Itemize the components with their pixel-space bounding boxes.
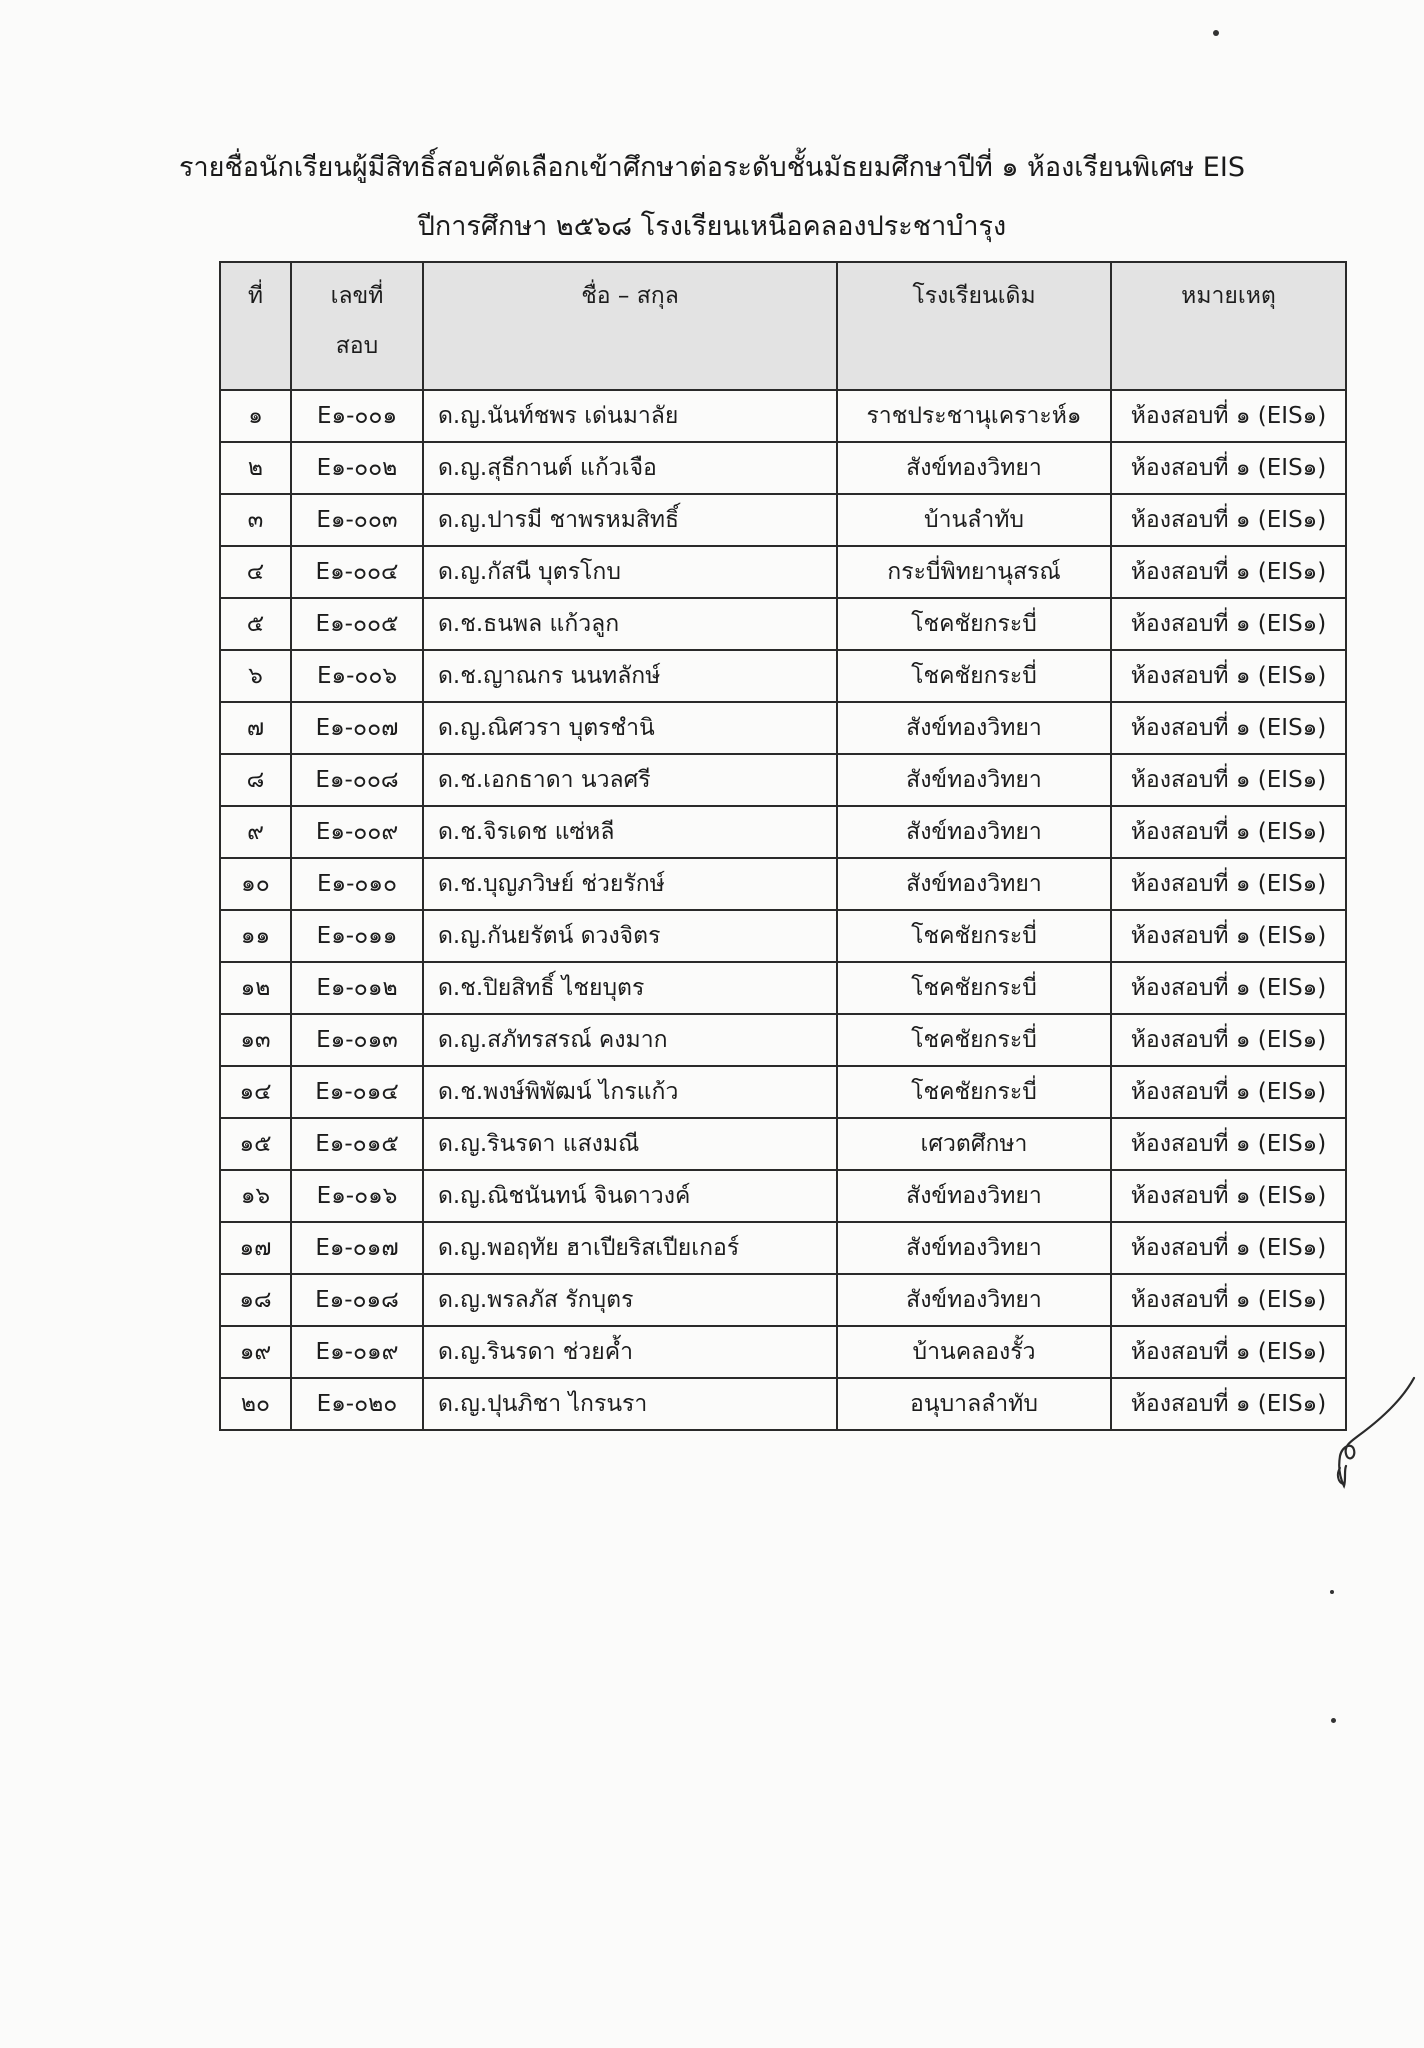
scan-speck bbox=[1330, 1590, 1334, 1594]
cell-name: ด.ญ.ปุนภิชา ไกรนรา bbox=[423, 1378, 837, 1430]
table-row bbox=[220, 858, 1346, 910]
header-name: ชื่อ – สกุล bbox=[423, 262, 837, 390]
header-exam-id bbox=[291, 262, 423, 390]
cell-note: ห้องสอบที่ ๑ (EIS๑) bbox=[1111, 754, 1346, 806]
cell-note: ห้องสอบที่ ๑ (EIS๑) bbox=[1111, 390, 1346, 442]
cell-exam-id: E๑-๐๑๒ bbox=[291, 962, 423, 1014]
cell-no: ๑๕ bbox=[220, 1118, 291, 1170]
cell-note: ห้องสอบที่ ๑ (EIS๑) bbox=[1111, 494, 1346, 546]
cell-no: ๙ bbox=[220, 806, 291, 858]
cell-school: สังข์ทองวิทยา bbox=[837, 806, 1111, 858]
cell-note: ห้องสอบที่ ๑ (EIS๑) bbox=[1111, 702, 1346, 754]
cell-exam-id: E๑-๐๑๐ bbox=[291, 858, 423, 910]
cell-school: กระบี่พิทยานุสรณ์ bbox=[837, 546, 1111, 598]
header-exam-id-line1: เลขที่ bbox=[330, 283, 384, 309]
cell-note: ห้องสอบที่ ๑ (EIS๑) bbox=[1111, 1066, 1346, 1118]
cell-name: ด.ญ.พอฤทัย ฮาเปียริสเปียเกอร์ bbox=[423, 1222, 837, 1274]
cell-name: ด.ญ.กันยรัตน์ ดวงจิตร bbox=[423, 910, 837, 962]
cell-note: ห้องสอบที่ ๑ (EIS๑) bbox=[1111, 546, 1346, 598]
cell-no: ๕ bbox=[220, 598, 291, 650]
table-row bbox=[220, 1014, 1346, 1066]
table-row bbox=[220, 1170, 1346, 1222]
table-row bbox=[220, 806, 1346, 858]
scan-speck bbox=[1331, 1718, 1336, 1723]
table-row bbox=[220, 494, 1346, 546]
student-list-table bbox=[219, 261, 1347, 1431]
cell-name: ด.ญ.ปารมี ชาพรหมสิทธิ์ bbox=[423, 494, 837, 546]
cell-name: ด.ญ.นันท์ชพร เด่นมาลัย bbox=[423, 390, 837, 442]
cell-no: ๑ bbox=[220, 390, 291, 442]
cell-exam-id: E๑-๐๐๒ bbox=[291, 442, 423, 494]
handwritten-signature-icon bbox=[1310, 1370, 1420, 1490]
table-body bbox=[220, 390, 1346, 1430]
cell-name: ด.ช.บุญภวิษย์ ช่วยรักษ์ bbox=[423, 858, 837, 910]
header-exam-id-line2: สอบ bbox=[335, 333, 379, 359]
cell-school: สังข์ทองวิทยา bbox=[837, 702, 1111, 754]
cell-name: ด.ญ.ณิชนันทน์ จินดาวงค์ bbox=[423, 1170, 837, 1222]
cell-name: ด.ญ.ณิศวรา บุตรชำนิ bbox=[423, 702, 837, 754]
cell-school: บ้านลำทับ bbox=[837, 494, 1111, 546]
cell-note: ห้องสอบที่ ๑ (EIS๑) bbox=[1111, 962, 1346, 1014]
cell-school: สังข์ทองวิทยา bbox=[837, 442, 1111, 494]
cell-name: ด.ญ.พรลภัส รักบุตร bbox=[423, 1274, 837, 1326]
cell-school: โชคชัยกระบี่ bbox=[837, 598, 1111, 650]
cell-school: โชคชัยกระบี่ bbox=[837, 962, 1111, 1014]
cell-no: ๔ bbox=[220, 546, 291, 598]
cell-name: ด.ญ.สุธีกานต์ แก้วเจือ bbox=[423, 442, 837, 494]
cell-note: ห้องสอบที่ ๑ (EIS๑) bbox=[1111, 1118, 1346, 1170]
table-row bbox=[220, 442, 1346, 494]
cell-exam-id: E๑-๐๒๐ bbox=[291, 1378, 423, 1430]
cell-school: ราชประชานุเคราะห์๑ bbox=[837, 390, 1111, 442]
cell-exam-id: E๑-๐๑๘ bbox=[291, 1274, 423, 1326]
document-title: รายชื่อนักเรียนผู้มีสิทธิ์สอบคัดเลือกเข้าศึกษาต่อระดับชั้นมัธยมศึกษาปีที่ ๑ ห้องเรียนพิเศษ EIS bbox=[179, 152, 1245, 183]
header-no: ที่ bbox=[220, 262, 291, 390]
table-row bbox=[220, 702, 1346, 754]
cell-exam-id: E๑-๐๑๕ bbox=[291, 1118, 423, 1170]
cell-exam-id: E๑-๐๐๕ bbox=[291, 598, 423, 650]
cell-note: ห้องสอบที่ ๑ (EIS๑) bbox=[1111, 858, 1346, 910]
cell-school: โชคชัยกระบี่ bbox=[837, 650, 1111, 702]
table-header-row bbox=[220, 262, 1346, 390]
cell-school: เศวตศึกษา bbox=[837, 1118, 1111, 1170]
cell-no: ๑๐ bbox=[220, 858, 291, 910]
cell-no: ๑๙ bbox=[220, 1326, 291, 1378]
cell-note: ห้องสอบที่ ๑ (EIS๑) bbox=[1111, 1170, 1346, 1222]
table-row bbox=[220, 650, 1346, 702]
cell-exam-id: E๑-๐๑๙ bbox=[291, 1326, 423, 1378]
cell-school: สังข์ทองวิทยา bbox=[837, 754, 1111, 806]
cell-name: ด.ช.ธนพล แก้วลูก bbox=[423, 598, 837, 650]
header-note: หมายเหตุ bbox=[1111, 262, 1346, 390]
cell-exam-id: E๑-๐๐๗ bbox=[291, 702, 423, 754]
cell-name: ด.ช.ญาณกร นนทลักษ์ bbox=[423, 650, 837, 702]
cell-note: ห้องสอบที่ ๑ (EIS๑) bbox=[1111, 1222, 1346, 1274]
cell-no: ๓ bbox=[220, 494, 291, 546]
cell-name: ด.ช.ปิยสิทธิ์ ไชยบุตร bbox=[423, 962, 837, 1014]
cell-exam-id: E๑-๐๐๘ bbox=[291, 754, 423, 806]
table-row bbox=[220, 1378, 1346, 1430]
cell-note: ห้องสอบที่ ๑ (EIS๑) bbox=[1111, 442, 1346, 494]
cell-no: ๖ bbox=[220, 650, 291, 702]
cell-school: โชคชัยกระบี่ bbox=[837, 910, 1111, 962]
cell-exam-id: E๑-๐๐๑ bbox=[291, 390, 423, 442]
cell-exam-id: E๑-๐๑๖ bbox=[291, 1170, 423, 1222]
cell-school: สังข์ทองวิทยา bbox=[837, 858, 1111, 910]
cell-exam-id: E๑-๐๐๙ bbox=[291, 806, 423, 858]
table-row bbox=[220, 1274, 1346, 1326]
table-row bbox=[220, 598, 1346, 650]
cell-name: ด.ช.พงษ์พิพัฒน์ ไกรแก้ว bbox=[423, 1066, 837, 1118]
cell-school: อนุบาลลำทับ bbox=[837, 1378, 1111, 1430]
cell-no: ๗ bbox=[220, 702, 291, 754]
table-row bbox=[220, 910, 1346, 962]
cell-note: ห้องสอบที่ ๑ (EIS๑) bbox=[1111, 650, 1346, 702]
cell-note: ห้องสอบที่ ๑ (EIS๑) bbox=[1111, 1014, 1346, 1066]
cell-name: ด.ญ.สภัทรสรณ์ คงมาก bbox=[423, 1014, 837, 1066]
cell-school: บ้านคลองรั้ว bbox=[837, 1326, 1111, 1378]
table-row bbox=[220, 1118, 1346, 1170]
cell-note: ห้องสอบที่ ๑ (EIS๑) bbox=[1111, 1274, 1346, 1326]
cell-exam-id: E๑-๐๐๓ bbox=[291, 494, 423, 546]
cell-exam-id: E๑-๐๑๔ bbox=[291, 1066, 423, 1118]
cell-school: โชคชัยกระบี่ bbox=[837, 1066, 1111, 1118]
table-row bbox=[220, 1326, 1346, 1378]
cell-note: ห้องสอบที่ ๑ (EIS๑) bbox=[1111, 806, 1346, 858]
cell-no: ๑๗ bbox=[220, 1222, 291, 1274]
cell-school: สังข์ทองวิทยา bbox=[837, 1222, 1111, 1274]
cell-no: ๑๖ bbox=[220, 1170, 291, 1222]
cell-no: ๒ bbox=[220, 442, 291, 494]
table-row bbox=[220, 962, 1346, 1014]
cell-exam-id: E๑-๐๐๔ bbox=[291, 546, 423, 598]
cell-note: ห้องสอบที่ ๑ (EIS๑) bbox=[1111, 598, 1346, 650]
cell-name: ด.ญ.รินรดา ช่วยค้ำ bbox=[423, 1326, 837, 1378]
table-row bbox=[220, 754, 1346, 806]
cell-school: สังข์ทองวิทยา bbox=[837, 1170, 1111, 1222]
cell-note: ห้องสอบที่ ๑ (EIS๑) bbox=[1111, 910, 1346, 962]
cell-no: ๘ bbox=[220, 754, 291, 806]
cell-exam-id: E๑-๐๑๗ bbox=[291, 1222, 423, 1274]
table-row bbox=[220, 1222, 1346, 1274]
cell-school: โชคชัยกระบี่ bbox=[837, 1014, 1111, 1066]
cell-name: ด.ช.จิรเดช แซ่หลี bbox=[423, 806, 837, 858]
table-row bbox=[220, 1066, 1346, 1118]
cell-no: ๑๒ bbox=[220, 962, 291, 1014]
cell-note: ห้องสอบที่ ๑ (EIS๑) bbox=[1111, 1378, 1346, 1430]
cell-no: ๑๑ bbox=[220, 910, 291, 962]
cell-no: ๒๐ bbox=[220, 1378, 291, 1430]
cell-no: ๑๘ bbox=[220, 1274, 291, 1326]
cell-note: ห้องสอบที่ ๑ (EIS๑) bbox=[1111, 1326, 1346, 1378]
scan-speck bbox=[1213, 30, 1219, 36]
cell-name: ด.ญ.รินรดา แสงมณี bbox=[423, 1118, 837, 1170]
table-row bbox=[220, 390, 1346, 442]
cell-exam-id: E๑-๐๑๑ bbox=[291, 910, 423, 962]
table-row bbox=[220, 546, 1346, 598]
document-subtitle: ปีการศึกษา ๒๕๖๘ โรงเรียนเหนือคลองประชาบำรุง bbox=[417, 211, 1007, 242]
cell-exam-id: E๑-๐๐๖ bbox=[291, 650, 423, 702]
cell-name: ด.ช.เอกธาดา นวลศรี bbox=[423, 754, 837, 806]
cell-no: ๑๔ bbox=[220, 1066, 291, 1118]
cell-no: ๑๓ bbox=[220, 1014, 291, 1066]
cell-exam-id: E๑-๐๑๓ bbox=[291, 1014, 423, 1066]
cell-school: สังข์ทองวิทยา bbox=[837, 1274, 1111, 1326]
header-school: โรงเรียนเดิม bbox=[837, 262, 1111, 390]
cell-name: ด.ญ.กัสนี บุตรโกบ bbox=[423, 546, 837, 598]
